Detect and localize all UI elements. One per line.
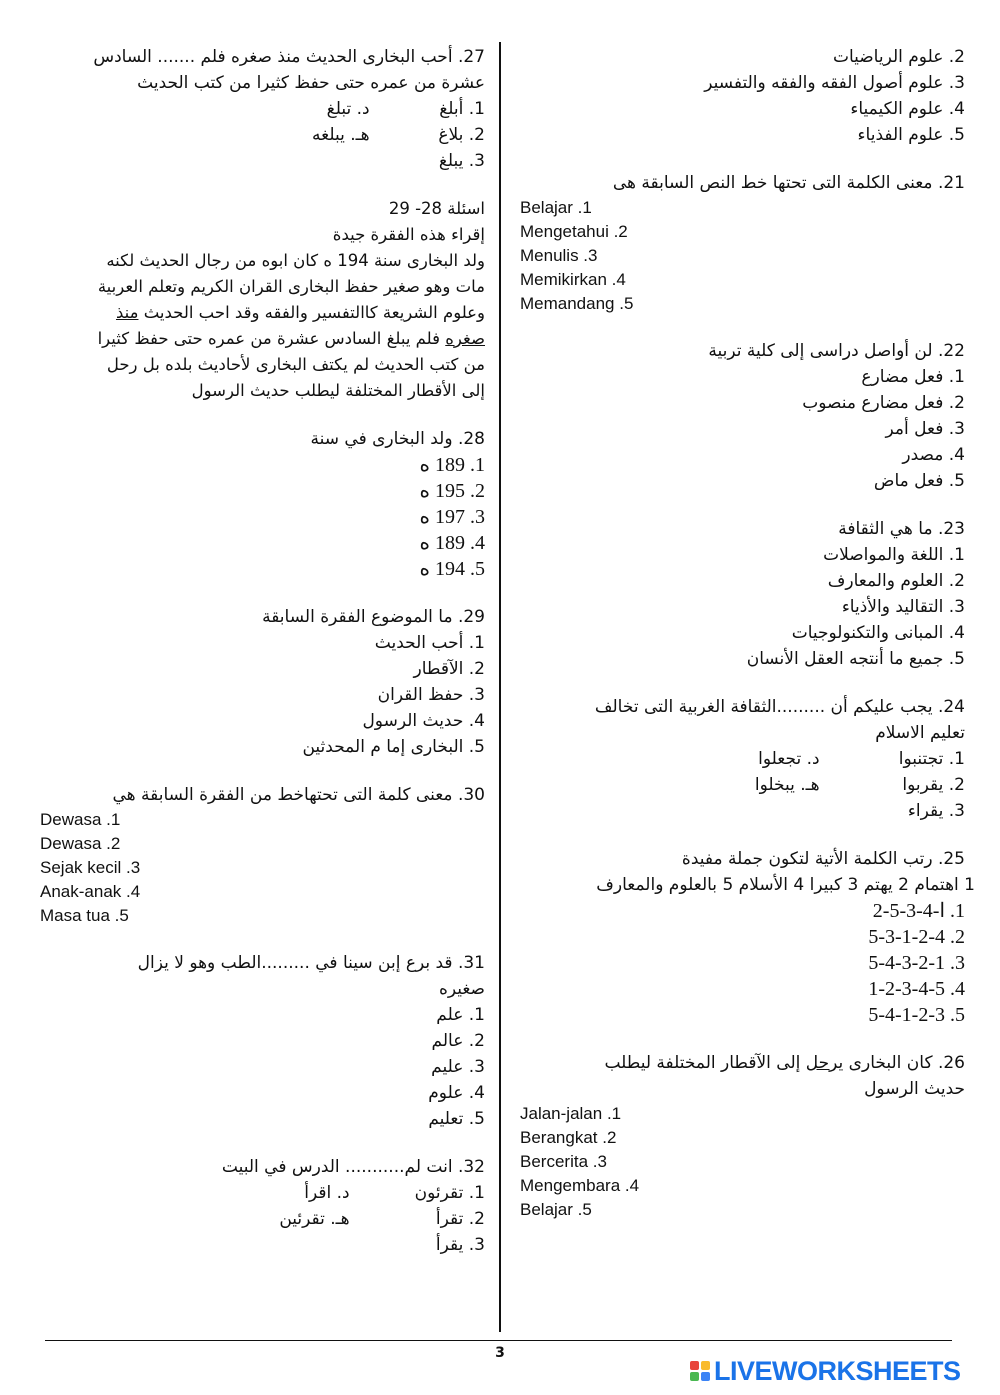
- option-3[interactable]: Menulis .3: [520, 246, 598, 265]
- option-5[interactable]: 5. علوم الفذياء: [857, 125, 965, 145]
- option-row: [40, 1206, 485, 1232]
- question-text: [520, 1050, 965, 1076]
- option-5[interactable]: 5. 194 ه: [419, 558, 485, 580]
- option-2[interactable]: Dewasa .2: [40, 834, 121, 853]
- passage-line: ولد البخارى سنة 194 ه كان ابوه من رجال الحديث لكنه: [106, 251, 485, 270]
- option-row: [40, 122, 485, 148]
- option-4[interactable]: 4. 189 ه: [419, 532, 485, 554]
- question-text: 22. لن أواصل دراسى إلى كلية تربية: [708, 341, 965, 361]
- question-text-part: إلى الآقطار المختلفة ليطلب: [604, 1053, 806, 1073]
- option-1[interactable]: 1. أحب الحديث: [374, 633, 485, 653]
- question-text-part: 26. كان البخارى: [843, 1053, 965, 1073]
- option-row: [520, 772, 965, 798]
- option-3[interactable]: 3. يقرأ: [435, 1235, 485, 1255]
- liveworksheets-grid-icon: [690, 1361, 710, 1381]
- question-text: 31. قد برع إبن سينا في .........الطب وهو لا يزال: [137, 953, 485, 973]
- option-row: [40, 1180, 485, 1206]
- option-1[interactable]: Jalan-jalan .1: [520, 1104, 622, 1123]
- question-text: 30. معنى كلمة التى تحتهاخط من الفقرة السابقة هي: [112, 785, 485, 805]
- option-1[interactable]: 1. 189 ه: [419, 454, 485, 476]
- left-column: [40, 44, 485, 1280]
- option-h[interactable]: هـ. تقرئين: [279, 1209, 350, 1229]
- option-1[interactable]: Belajar .1: [520, 198, 592, 217]
- option-3[interactable]: Sejak kecil .3: [40, 858, 141, 877]
- question-23: [520, 516, 965, 672]
- option-3[interactable]: 3. 5-4-3-2-1: [868, 952, 965, 974]
- passage-heading: اسئلة 28- 29: [388, 199, 485, 218]
- option-5[interactable]: 5. فعل ماض: [873, 471, 965, 491]
- option-5[interactable]: Memandang .5: [520, 294, 634, 313]
- question-text: 21. معنى الكلمة التى تحتها خط النص السابقة هى: [612, 173, 965, 193]
- option-3[interactable]: 3. التقاليد والأذياء: [841, 597, 965, 617]
- column-divider: [499, 42, 501, 1332]
- option-4[interactable]: 4. 1-2-3-4-5: [868, 978, 965, 1000]
- passage-line: مات وهو صغير حفظ البخارى القران الكريم وتعلم العربية: [97, 277, 485, 296]
- option-4[interactable]: Anak-anak .4: [40, 882, 141, 901]
- option-3[interactable]: 3. يبلغ: [438, 151, 485, 171]
- right-column: [520, 44, 975, 1244]
- passage-text: وعلوم الشريعة كاالتفسير والفقه وقد احب الحديث: [138, 303, 485, 322]
- question-text: 32. انت لم........... الدرس في البيت: [221, 1157, 485, 1177]
- option-2[interactable]: Berangkat .2: [520, 1128, 617, 1147]
- passage-text: فلم يبلغ السادس عشرة من عمره حتى حفظ كثيرا: [97, 329, 446, 348]
- option-4[interactable]: Mengembara .4: [520, 1176, 640, 1195]
- option-5[interactable]: 5. تعليم: [428, 1109, 485, 1129]
- option-1[interactable]: 1. تجتنبوا: [898, 749, 965, 769]
- option-2[interactable]: 2. يقربوا: [902, 775, 965, 795]
- option-d[interactable]: د. اقرأ: [304, 1183, 350, 1203]
- option-2[interactable]: Mengetahui .2: [520, 222, 628, 241]
- option-5[interactable]: 5. 5-4-1-2-3: [868, 1004, 965, 1026]
- passage-line: إلى الأقطار المختلفة ليطلب حديث الرسول: [191, 381, 485, 400]
- option-5[interactable]: 5. البخارى إما م المحدثين: [302, 737, 485, 757]
- passage-line: من كتب الحديث لم يكتف البخارى لأحاديث بلده بل رحل: [106, 355, 485, 374]
- option-d[interactable]: د. تجعلوا: [758, 749, 820, 769]
- footer-rule: [45, 1340, 952, 1341]
- option-4[interactable]: 4. علوم الكيمياء: [850, 99, 965, 119]
- passage-line: [40, 326, 485, 352]
- option-h[interactable]: هـ. يبلغه: [312, 125, 370, 145]
- question-22: [520, 338, 965, 494]
- option-d[interactable]: د. تبلغ: [326, 99, 370, 119]
- underlined-word: يرحل: [805, 1053, 844, 1073]
- question-28: [40, 426, 485, 582]
- option-5[interactable]: Masa tua .5: [40, 906, 129, 925]
- option-3[interactable]: 3. علوم أصول الفقه والفقه والتفسير: [704, 73, 965, 93]
- option-2[interactable]: 2. 5-3-1-2-4: [868, 926, 965, 948]
- option-1[interactable]: 1. أبلغ: [439, 99, 485, 119]
- question-text: 27. أحب البخارى الحديث منذ صغره فلم ....... السادس: [93, 47, 485, 67]
- question-32: [40, 1154, 485, 1258]
- option-5[interactable]: 5. جميع ما أنتجه العقل الأنسان: [746, 649, 965, 669]
- option-3[interactable]: 3. 197 ه: [419, 506, 485, 528]
- question-text-cont: حديث الرسول: [864, 1079, 965, 1099]
- option-1[interactable]: 1. فعل مضارع: [861, 367, 965, 387]
- question-31: [40, 950, 485, 1132]
- option-row: [40, 96, 485, 122]
- word-list: 1 اهتمام 2 يهتم 3 كبيرا 4 الأسلام 5 بالعلوم والمعارف: [596, 875, 975, 895]
- option-3[interactable]: Bercerita .3: [520, 1152, 607, 1171]
- question-25: [520, 846, 975, 1028]
- option-1[interactable]: 1. ا-4-3-5-2: [872, 900, 965, 922]
- question-text-cont: عشرة من عمره حتى حفظ كثيرا من كتب الحديث: [137, 73, 485, 93]
- question-text-cont: صغيره: [438, 979, 485, 999]
- liveworksheets-logo[interactable]: [690, 1356, 961, 1386]
- page-number: 3: [495, 1345, 505, 1361]
- option-4[interactable]: 4. مصدر: [902, 445, 965, 465]
- option-4[interactable]: Memikirkan .4: [520, 270, 626, 289]
- option-2[interactable]: 2. تقرأ: [435, 1209, 485, 1229]
- option-3[interactable]: 3. فعل أمر: [885, 419, 965, 439]
- option-2[interactable]: 2. العلوم والمعارف: [827, 571, 965, 591]
- question-20-continued: [520, 44, 965, 148]
- option-h[interactable]: هـ. يبخلوا: [754, 775, 820, 795]
- question-24: [520, 694, 965, 824]
- question-21: [520, 170, 965, 316]
- underlined-word: منذ: [115, 303, 139, 322]
- question-26: [520, 1050, 965, 1222]
- question-text: 23. ما هي الثقافة: [838, 519, 965, 539]
- option-3[interactable]: 3. عليم: [431, 1057, 485, 1077]
- passage-instruction: إقراء هذه الفقرة جيدة: [332, 225, 485, 244]
- question-29: [40, 604, 485, 760]
- option-2[interactable]: 2. فعل مضارع منصوب: [802, 393, 965, 413]
- option-3[interactable]: 3. حفظ القران: [377, 685, 485, 705]
- option-row: [520, 746, 965, 772]
- underlined-word: صغره: [445, 329, 485, 348]
- question-30: [40, 782, 485, 928]
- question-text-cont: تعليم الاسلام: [875, 723, 965, 743]
- question-text: 28. ولد البخارى في سنة: [310, 429, 485, 449]
- logo-text: LIVEWORKSHEETS: [714, 1355, 961, 1386]
- question-text: 29. ما الموضوع الفقرة السابقة: [262, 607, 485, 627]
- option-4[interactable]: 4. حديث الرسول: [362, 711, 485, 731]
- option-4[interactable]: 4. علوم: [428, 1083, 485, 1103]
- question-27: [40, 44, 485, 174]
- option-1[interactable]: Dewasa .1: [40, 810, 121, 829]
- option-2[interactable]: 2. عالم: [431, 1031, 485, 1051]
- option-2[interactable]: 2. 195 ه: [419, 480, 485, 502]
- reading-passage: [40, 196, 485, 404]
- question-text: 24. يجب عليكم أن .........الثقافة الغربية التى تخالف: [594, 697, 965, 717]
- option-1[interactable]: 1. اللغة والمواصلات: [823, 545, 965, 565]
- option-4[interactable]: 4. المبانى والتكنولوجيات: [791, 623, 965, 643]
- option-3[interactable]: 3. يقراء: [907, 801, 965, 821]
- option-5[interactable]: Belajar .5: [520, 1200, 592, 1219]
- option-1[interactable]: 1. تقرئون: [414, 1183, 485, 1203]
- option-2[interactable]: 2. الآقطار: [413, 659, 485, 679]
- option-2[interactable]: 2. علوم الرياضيات: [832, 47, 965, 67]
- option-2[interactable]: 2. بلاغ: [438, 125, 485, 145]
- question-text: 25. رتب الكلمة الأتية لتكون جملة مفيدة: [681, 849, 965, 869]
- option-1[interactable]: 1. علم: [436, 1005, 485, 1025]
- passage-line: [40, 300, 485, 326]
